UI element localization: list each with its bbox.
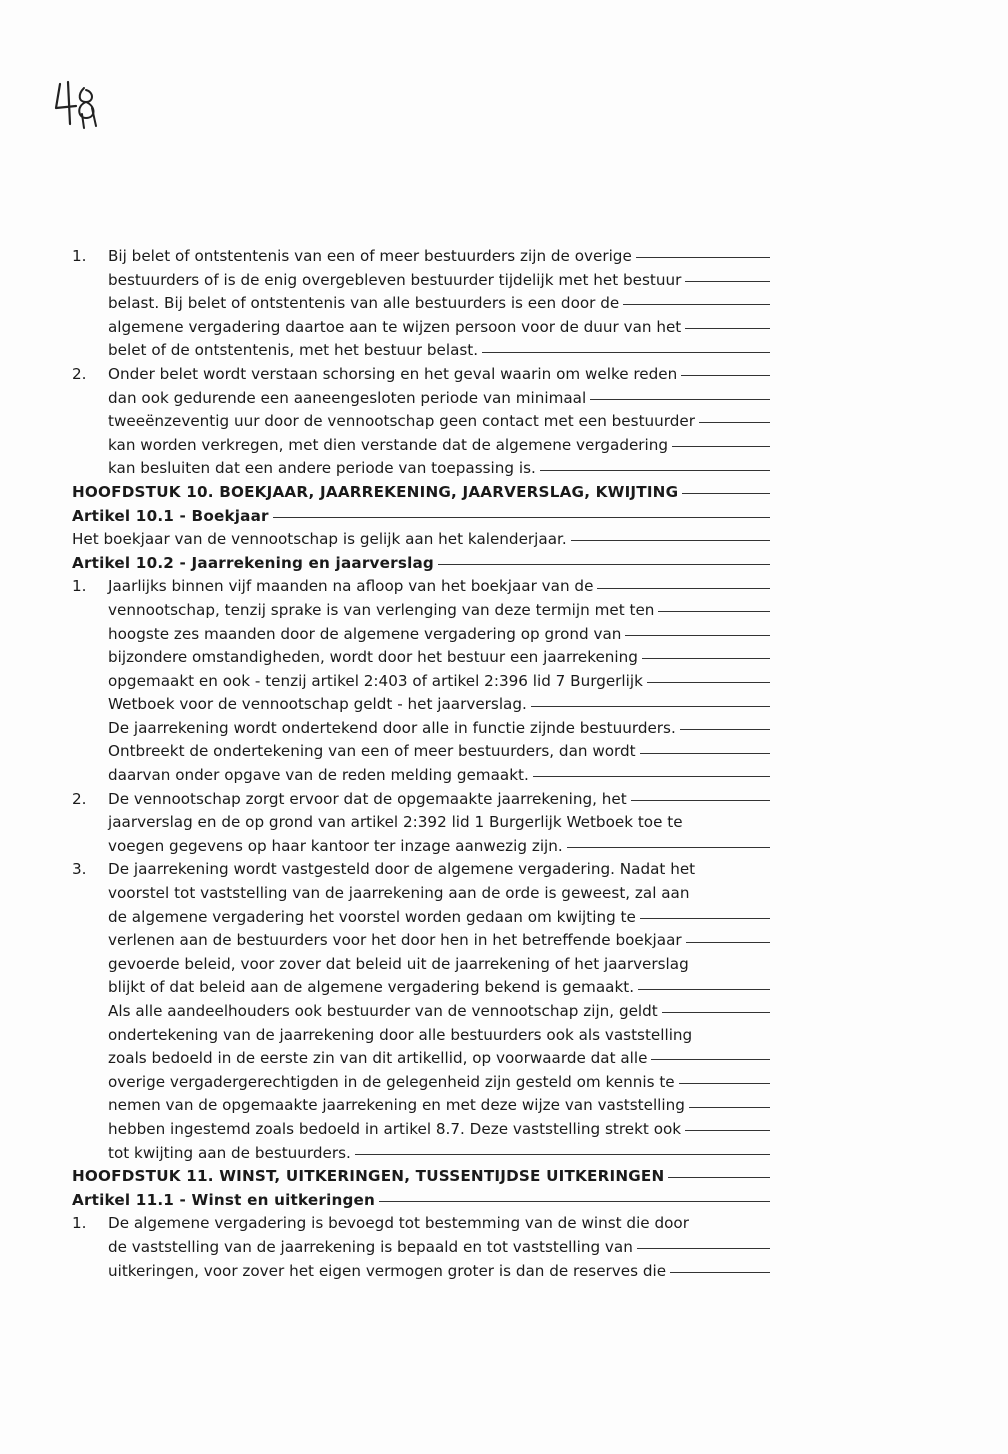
filler-dash (533, 776, 770, 777)
line-text: uitkeringen, voor zover het eigen vermogen groter is dan de reserves die (108, 1261, 667, 1280)
line-text: Als alle aandeelhouders ook bestuurder van de vennootschap zijn, geldt (108, 1002, 658, 1020)
line-text: De jaarrekening wordt ondertekend door alle in functie zijnde bestuurders. (108, 718, 676, 737)
section-heading (72, 505, 770, 529)
line-text: De vennootschap zorgt ervoor dat de opgemaakte jaarrekening, het (108, 789, 627, 808)
filler-dash (640, 753, 770, 754)
paragraph-line (72, 528, 770, 552)
line-text: bestuurders of is de enig overgebleven bestuurder tijdelijk met het bestuur (108, 270, 682, 289)
paragraph-line (72, 953, 770, 977)
filler-dash (571, 540, 770, 541)
paragraph-line (72, 1118, 770, 1142)
section-heading (72, 1189, 770, 1213)
line-text: vennootschap, tenzij sprake is van verlenging van deze termijn met ten (108, 600, 655, 619)
filler-dash (658, 611, 770, 612)
paragraph-line (72, 811, 770, 835)
line-text: De jaarrekening wordt vastgesteld door de algemene vergadering. Nadat het (108, 860, 696, 879)
document-body (72, 245, 770, 1283)
line-text: blijkt of dat beleid aan de algemene vergadering bekend is gemaakt. (108, 978, 635, 997)
list-number: 1. (72, 247, 87, 265)
paragraph-line (72, 1260, 770, 1284)
list-item-line (72, 363, 770, 387)
paragraph-line (72, 316, 770, 340)
line-text: ondertekening van de jaarrekening door alle bestuurders ook als vaststelling (108, 1025, 693, 1044)
filler-dash (672, 446, 770, 447)
filler-dash (682, 493, 770, 494)
handwritten-initials (54, 78, 104, 130)
filler-dash (685, 1130, 770, 1131)
paragraph-line (72, 882, 770, 906)
filler-dash (651, 1059, 770, 1060)
line-text: Artikel 10.2 - Jaarrekening en jaarverslag (72, 553, 435, 572)
filler-dash (668, 1177, 770, 1178)
paragraph-line (72, 906, 770, 930)
filler-dash (590, 399, 770, 400)
line-text: voegen gegevens op haar kantoor ter inzage aanwezig zijn. (108, 836, 563, 855)
filler-dash (689, 1107, 770, 1108)
line-text: Wetboek voor de vennootschap geldt - het jaarverslag. (108, 695, 527, 714)
line-text: Ontbreekt de ondertekening van een of meer bestuurders, dan wordt (108, 742, 636, 761)
line-text: de algemene vergadering het voorstel worden gedaan om kwijting te (108, 907, 636, 926)
list-number: 1. (72, 577, 87, 596)
line-text: belet of de ontstentenis, met het bestuur belast. (108, 341, 479, 360)
line-text: Jaarlijks binnen vijf maanden na afloop van het boekjaar van de (108, 577, 594, 596)
line-text: overige vergadergerechtigden in de gelegenheid zijn gesteld om kennis te (108, 1072, 675, 1091)
paragraph-line (72, 764, 770, 788)
filler-dash (681, 375, 770, 376)
filler-dash (273, 517, 770, 518)
filler-dash (642, 658, 770, 659)
list-number: 3. (72, 860, 87, 879)
line-text: opgemaakt en ook - tenzij artikel 2:403 of artikel 2:396 lid 7 Burgerlijk (108, 671, 643, 690)
line-text: verlenen aan de bestuurders voor het door hen in het betreffende boekjaar (108, 931, 682, 950)
line-text: tot kwijting aan de bestuurders. (108, 1143, 351, 1162)
filler-dash (540, 470, 770, 471)
line-text: daarvan onder opgave van de reden melding gemaakt. (108, 766, 529, 785)
paragraph-line (72, 1071, 770, 1095)
filler-dash (438, 564, 770, 565)
line-text: bijzondere omstandigheden, wordt door het bestuur een jaarrekening (108, 648, 638, 667)
list-item-line (72, 245, 770, 269)
filler-dash (636, 257, 770, 258)
line-text: hebben ingestemd zoals bedoeld in artikel 8.7. Deze vaststelling strekt ook (108, 1119, 682, 1138)
paragraph-line (72, 646, 770, 670)
filler-dash (680, 729, 770, 730)
filler-dash (623, 304, 770, 305)
filler-dash (531, 706, 770, 707)
filler-dash (355, 1154, 770, 1155)
line-text: kan worden verkregen, met dien verstande dat de algemene vergadering (108, 435, 669, 454)
line-text: hoogste zes maanden door de algemene vergadering op grond van (108, 624, 622, 643)
line-text: kan besluiten dat een andere periode van toepassing is. (108, 459, 536, 478)
paragraph-line (72, 387, 770, 411)
paragraph-line (72, 1142, 770, 1166)
list-item-line (72, 858, 770, 882)
paragraph-line (72, 929, 770, 953)
paragraph-line (72, 717, 770, 741)
line-text: jaarverslag en de op grond van artikel 2:392 lid 1 Burgerlijk Wetboek toe te (108, 813, 683, 832)
filler-dash (597, 588, 770, 589)
line-text: De algemene vergadering is bevoegd tot bestemming van de winst die door (108, 1214, 689, 1233)
line-text: Artikel 11.1 - Winst en uitkeringen (72, 1190, 376, 1209)
section-heading (72, 552, 770, 576)
line-text: dan ook gedurende een aaneengesloten periode van minimaal (108, 388, 587, 407)
paragraph-line (72, 292, 770, 316)
paragraph-line (72, 1047, 770, 1071)
filler-dash (662, 1012, 770, 1013)
paragraph-line (72, 623, 770, 647)
filler-dash (640, 918, 770, 919)
paragraph-line (72, 693, 770, 717)
filler-dash (647, 682, 770, 683)
paragraph-line (72, 670, 770, 694)
paragraph-line (72, 976, 770, 1000)
paragraph-line (72, 339, 770, 363)
paragraph-line (72, 457, 770, 481)
list-item-line (72, 788, 770, 812)
paragraph-line (72, 434, 770, 458)
filler-dash (631, 800, 770, 801)
paragraph-line (72, 835, 770, 859)
line-text: Onder belet wordt verstaan schorsing en het geval waarin om welke reden (108, 364, 678, 383)
filler-dash (567, 847, 770, 848)
paragraph-line (72, 1024, 770, 1048)
line-text: voorstel tot vaststelling van de jaarrekening aan de orde is geweest, zal aan (108, 884, 690, 903)
list-number: 2. (72, 789, 87, 808)
filler-dash (625, 635, 770, 636)
section-heading (72, 1165, 770, 1189)
line-text: nemen van de opgemaakte jaarrekening en met deze wijze van vaststelling (108, 1096, 685, 1115)
line-text: belast. Bij belet of ontstentenis van alle bestuurders is een door de (108, 294, 620, 313)
line-text: Bij belet of ontstentenis van een of meer bestuurders zijn de overige (108, 247, 632, 265)
line-text: algemene vergadering daartoe aan te wijzen persoon voor de duur van het (108, 317, 682, 336)
section-heading (72, 481, 770, 505)
line-text: Artikel 10.1 - Boekjaar (72, 506, 269, 525)
list-number: 1. (72, 1214, 87, 1233)
paragraph-line (72, 599, 770, 623)
filler-dash (685, 328, 770, 329)
line-text: zoals bedoeld in de eerste zin van dit artikellid, op voorwaarde dat alle (108, 1049, 648, 1068)
list-item-line (72, 1212, 770, 1236)
paragraph-line (72, 1236, 770, 1260)
line-text: HOOFDSTUK 10. BOEKJAAR, JAARREKENING, JAARVERSLAG, KWIJTING (72, 482, 679, 501)
filler-dash (482, 352, 770, 353)
filler-dash (685, 281, 770, 282)
filler-dash (670, 1272, 770, 1273)
line-text: gevoerde beleid, voor zover dat beleid uit de jaarrekening of het jaarverslag (108, 954, 689, 973)
filler-dash (379, 1201, 770, 1202)
line-text: HOOFDSTUK 11. WINST, UITKERINGEN, TUSSENTIJDSE UITKERINGEN (72, 1167, 665, 1186)
filler-dash (686, 942, 770, 943)
list-item-line (72, 575, 770, 599)
paragraph-line (72, 740, 770, 764)
line-text: de vaststelling van de jaarrekening is bepaald en tot vaststelling van (108, 1237, 633, 1256)
paragraph-line (72, 410, 770, 434)
filler-dash (637, 1248, 770, 1249)
filler-dash (679, 1083, 770, 1084)
list-number: 2. (72, 364, 87, 383)
line-text: Het boekjaar van de vennootschap is gelijk aan het kalenderjaar. (72, 530, 567, 549)
paragraph-line (72, 1000, 770, 1024)
paragraph-line (72, 1094, 770, 1118)
line-text: tweeënzeventig uur door de vennootschap geen contact met een bestuurder (108, 412, 695, 431)
paragraph-line (72, 269, 770, 293)
filler-dash (638, 989, 770, 990)
filler-dash (699, 422, 770, 423)
